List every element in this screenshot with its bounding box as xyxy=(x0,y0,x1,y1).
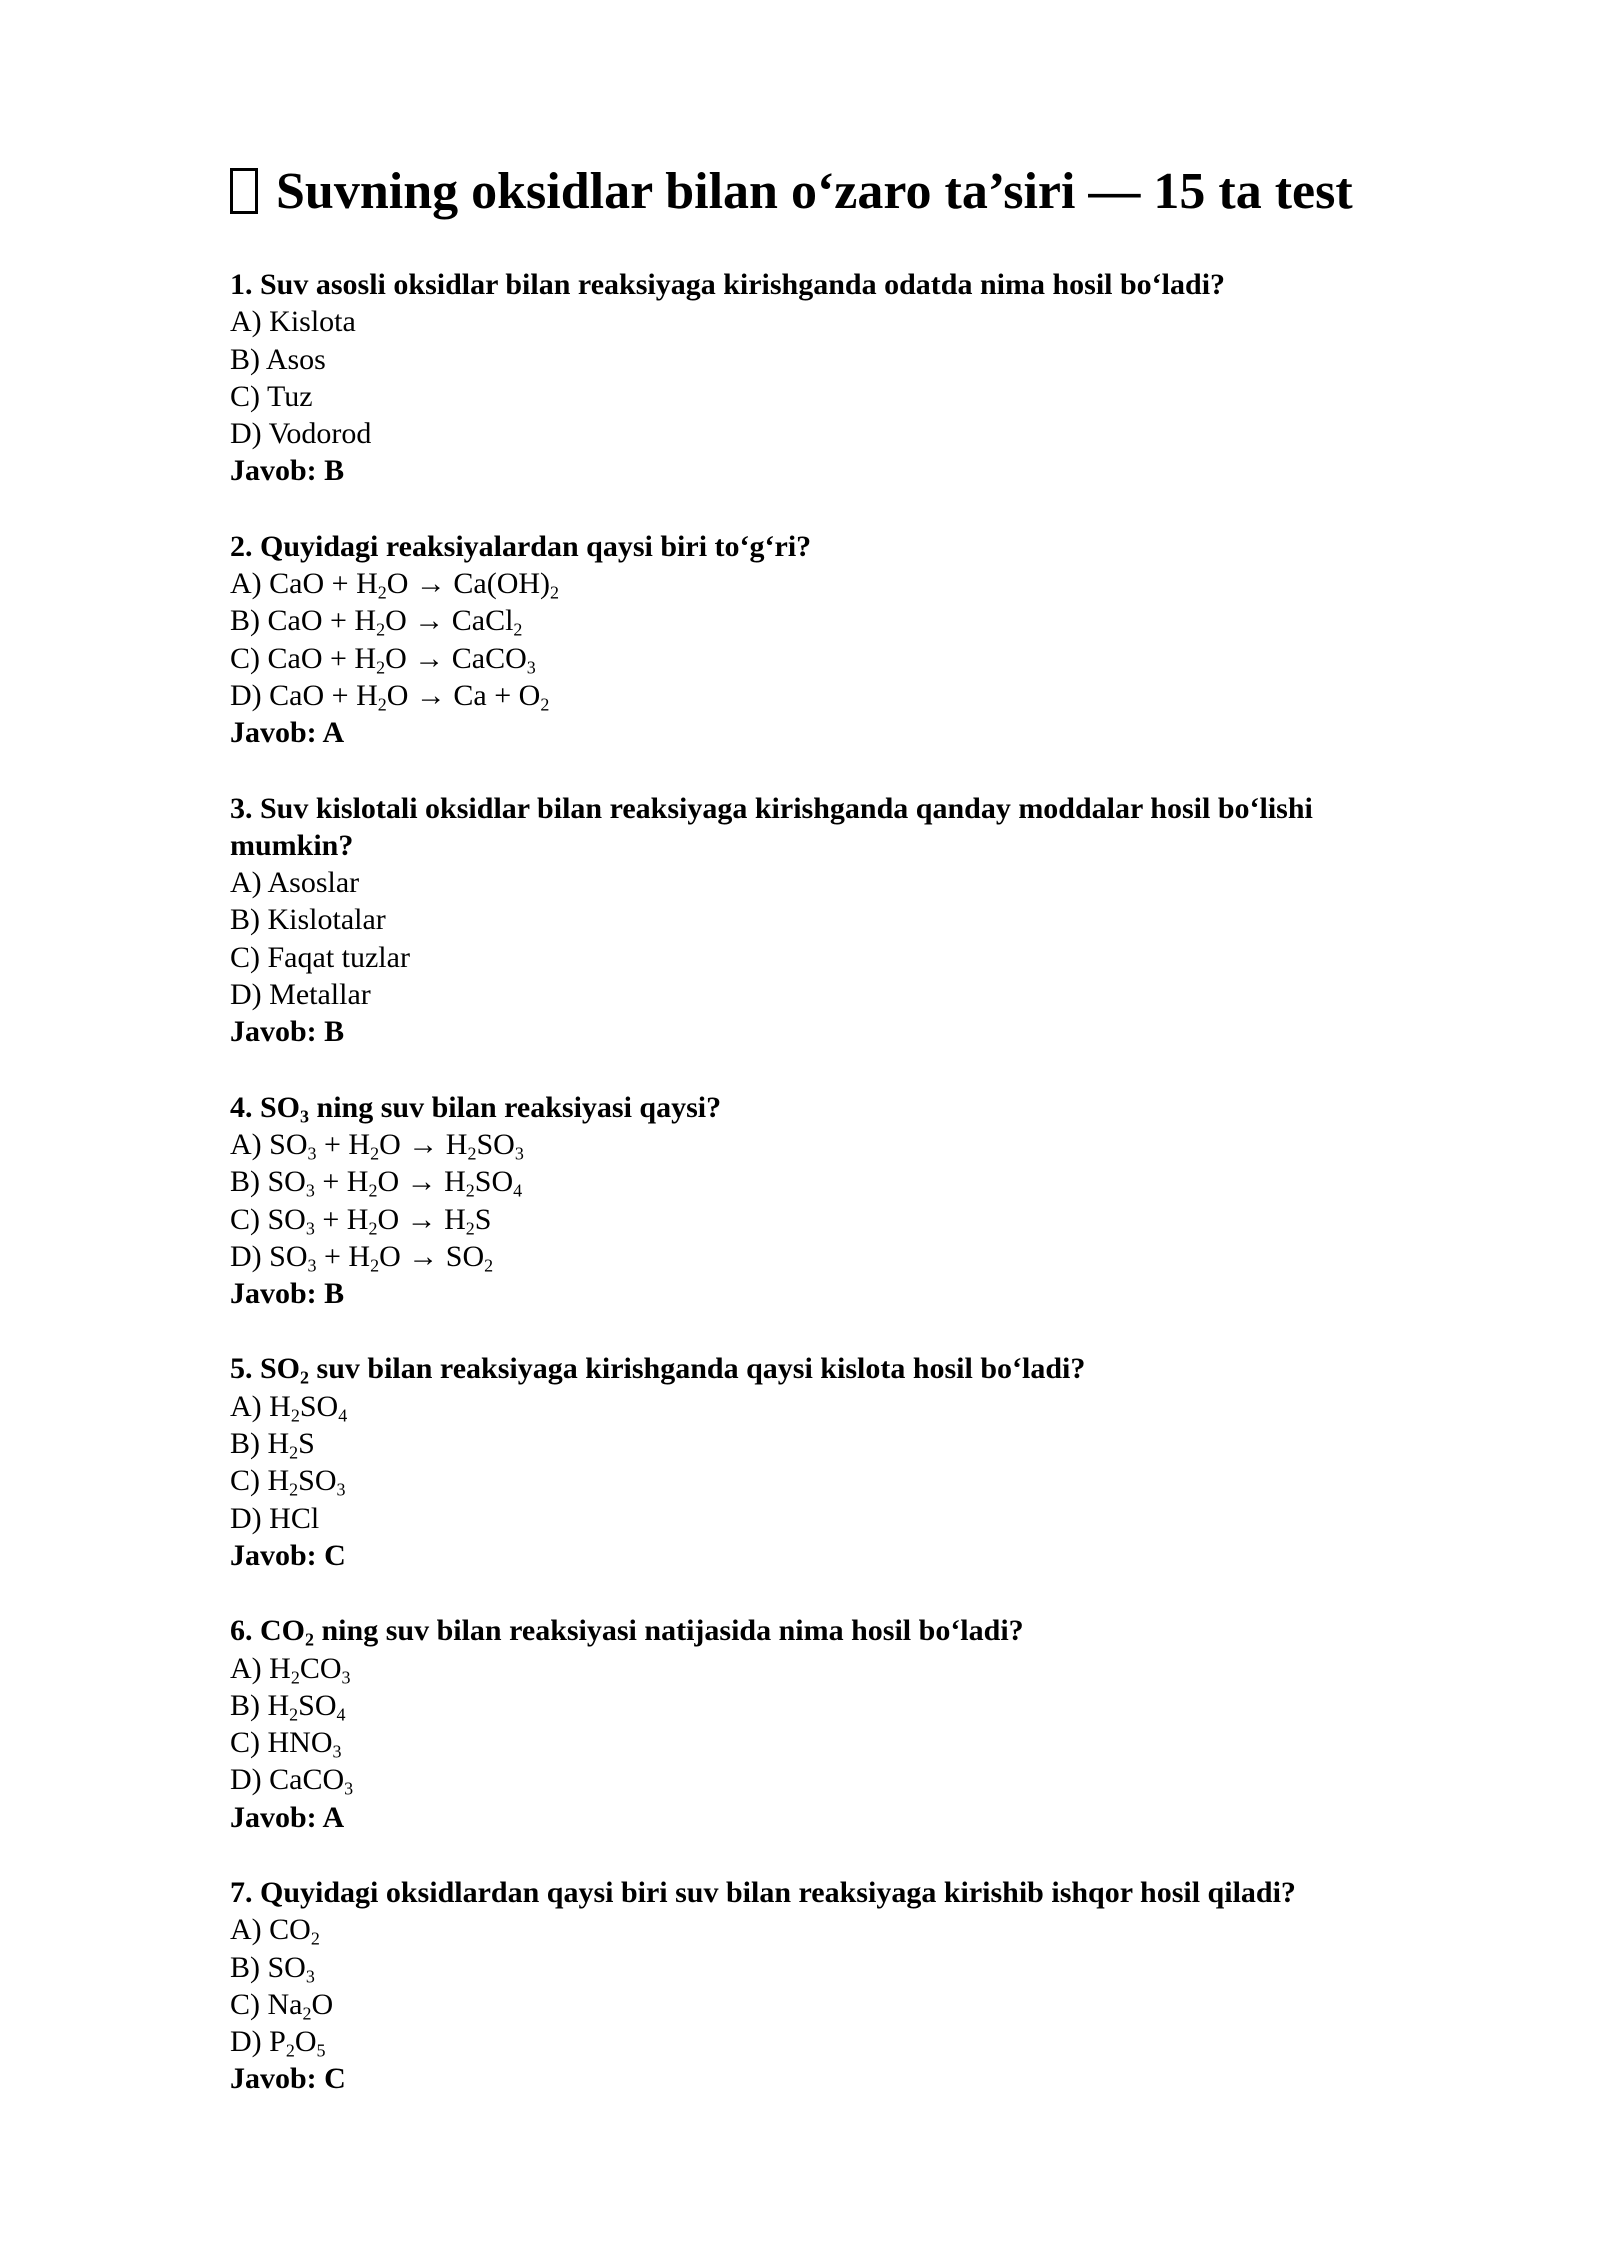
answer-key: Javob: C xyxy=(230,1538,346,1572)
answer-option: D) Vodorod xyxy=(230,417,372,451)
answer-key: Javob: B xyxy=(230,1277,345,1311)
answer-option: C) $H_2SO_3$ xyxy=(230,1464,346,1500)
answer-option: A) $CO_2$ xyxy=(230,1913,320,1949)
answer-option: B) Asos xyxy=(230,342,326,376)
answer-key: Javob: C xyxy=(230,2062,346,2096)
answer-option: C) $HNO_3$ xyxy=(230,1726,342,1762)
answer-option: B) $SO_3$ xyxy=(230,1950,315,1986)
question-text: 4. $SO_3$ ning suv bilan reaksiyasi qaysi? xyxy=(230,1090,722,1127)
answer-option: A) $H_2CO_3$ xyxy=(230,1651,351,1687)
answer-option: A) Kislota xyxy=(230,305,356,339)
answer-key: Javob: A xyxy=(230,716,345,750)
answer-option: A) $H_2SO_4$ xyxy=(230,1389,348,1426)
answer-option: C) $SO_3 + H_2O \to H_2S$ xyxy=(230,1202,492,1238)
answer-option: A) Asoslar xyxy=(230,866,360,900)
answer-option: C) $Na_2O$ xyxy=(230,1987,334,2024)
answer-option: B) $H_2SO_4$ xyxy=(230,1688,346,1725)
answer-option: B) $H_2S$ xyxy=(230,1427,315,1463)
question-block xyxy=(230,1350,1410,1574)
answer-option: D) CaCO$_3$ xyxy=(230,1763,354,1799)
answer-option: D) $SO_3 + H_2O \to SO_2$ xyxy=(230,1239,494,1276)
answer-option: C) Faqat tuzlar xyxy=(230,940,410,974)
answer-option: B) CaO + $H_2O$ → CaCl$_2$ xyxy=(230,604,523,640)
question-block xyxy=(230,1612,1410,1836)
answer-option: B) $SO_3 + H_2O \to H_2SO_4$ xyxy=(230,1165,523,1201)
answer-option: C) CaO + $H_2O$ → CaCO$_3$ xyxy=(230,641,536,678)
question-text: 6. $CO_2$ ning suv bilan reaksiyasi natijasida nima hosil bo‘ladi? xyxy=(230,1614,1024,1650)
question-text: 7. Quyidagi oksidlardan qaysi biri suv bilan reaksiyaga kirishib ishqor hosil qiladi? xyxy=(230,1875,1296,1909)
answer-option: D) $P_2O_5$ xyxy=(230,2025,326,2061)
answer-option: C) Tuz xyxy=(230,379,313,413)
question-list xyxy=(230,266,1410,2098)
answer-option: A) CaO + $H_2O \to Ca(OH)_2$ xyxy=(230,567,560,603)
question-block xyxy=(230,528,1410,752)
answer-option: D) CaO + $H_2O \to Ca + O_2$ xyxy=(230,678,550,715)
question-text: 1. Suv asosli oksidlar bilan reaksiyaga kirishganda odatda nima hosil bo‘ladi? xyxy=(230,268,1226,301)
missing-glyph-icon xyxy=(230,168,258,214)
answer-key: Javob: B xyxy=(230,454,345,488)
question-text: 3. Suv kislotali oksidlar bilan reaksiyaga kirishganda qanday moddalar hosil bo‘lishi mumkin? xyxy=(230,791,1313,862)
document-page xyxy=(230,158,1410,2136)
answer-option: A) $SO_3 + H_2O \to H_2SO_3$ xyxy=(230,1127,524,1164)
answer-key: Javob: B xyxy=(230,1015,345,1049)
answer-key: Javob: A xyxy=(230,1800,345,1834)
answer-option: D) Metallar xyxy=(230,978,371,1012)
question-block xyxy=(230,790,1410,1051)
question-text: 2. Quyidagi reaksiyalardan qaysi biri to‘g‘ri? xyxy=(230,529,812,563)
answer-option: B) Kislotalar xyxy=(230,903,386,937)
question-block xyxy=(230,1089,1410,1313)
question-text: 5. $SO_2$ suv bilan reaksiyaga kirishganda qaysi kislota hosil bo‘ladi? xyxy=(230,1352,1086,1388)
page-title: Suvning oksidlar bilan o‘zaro ta’siri — 15 ta test xyxy=(230,158,1410,226)
question-block xyxy=(230,266,1410,490)
question-block xyxy=(230,1874,1410,2098)
answer-option: D) HCl xyxy=(230,1501,320,1535)
